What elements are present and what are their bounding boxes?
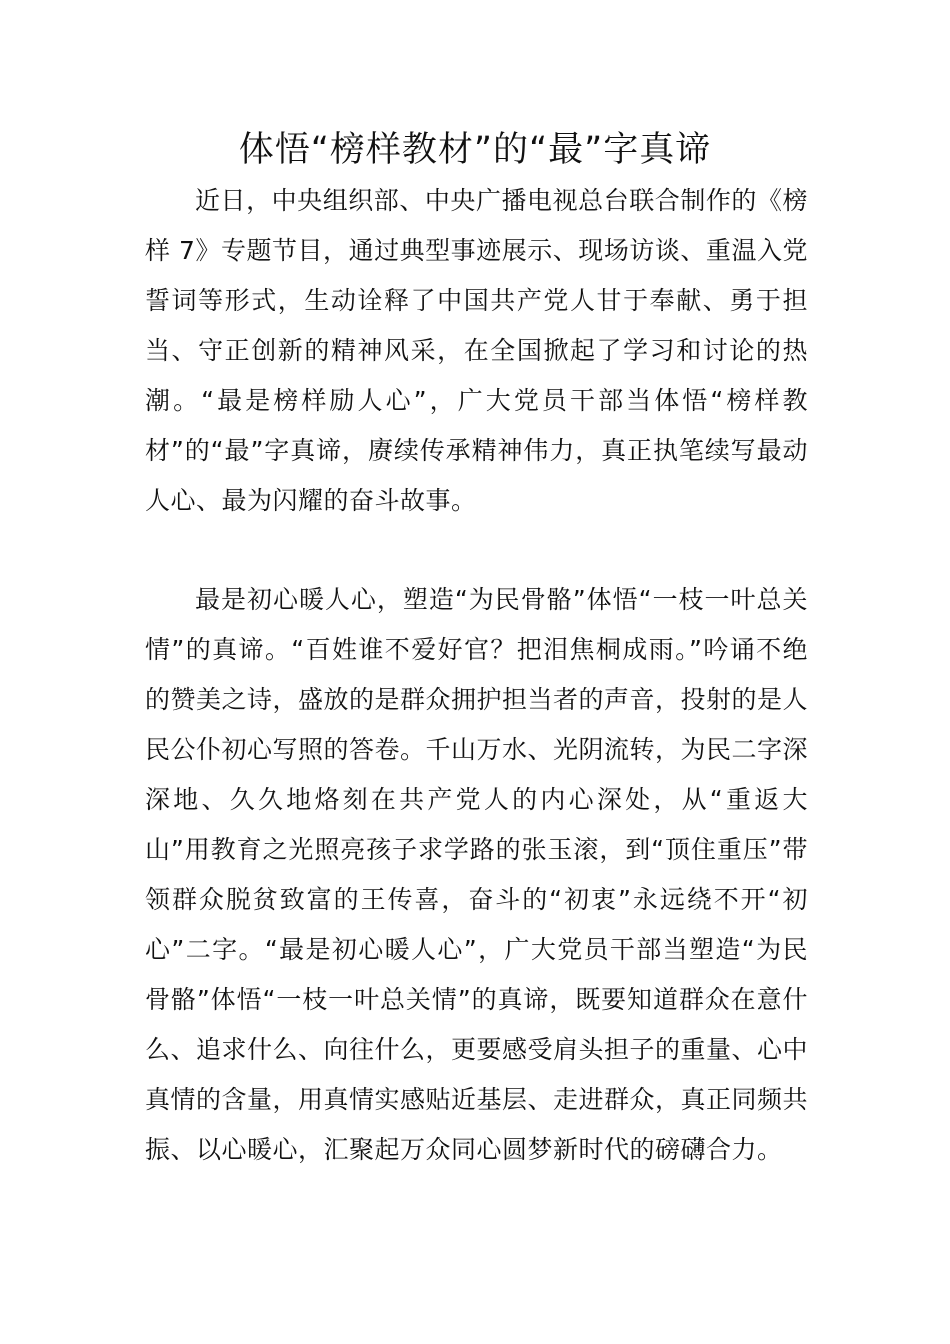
paragraph-intro: 近日，中央组织部、中央广播电视总台联合制作的《榜样 7》专题节目，通过典型事迹展示、现场访谈、重温入党誓词等形式，生动诠释了中国共产党人甘于奉献、勇于担当、守正创新的精神风采，在全国掀起了学习和讨论的热潮。“最是榜样励人心”，广大党员干部当体悟“榜样教材”的“最”字真谛，赓续传承精神伟力，真正执笔续写最动人心、最为闪耀的奋斗故事。	[145, 186, 808, 515]
document-title: 体悟“榜样教材”的“最”字真谛	[238, 130, 712, 170]
paragraph-initial-heart: 最是初心暖人心，塑造“为民骨骼”体悟“一枝一叶总关情”的真谛。“百姓谁不爱好官？把泪焦桐成雨。”吟诵不绝的赞美之诗，盛放的是群众拥护担当者的声音，投射的是人民公仆初心写照的答卷。千山万水、光阴流转，为民二字深深地、久久地烙刻在共产党人的内心深处，从“重返大山”用教育之光照亮孩子求学路的张玉滚，到“顶住重压”带领群众脱贫致富的王传喜，奋斗的“初衷”永远绕不开“初心”二字。“最是初心暖人心”，广大党员干部当塑造“为民骨骼”体悟“一枝一叶总关情”的真谛，既要知道群众在意什么、追求什么、向往什么，更要感受肩头担子的重量、心中真情的含量，用真情实感贴近基层、走进群众，真正同频共振、以心暖心，汇聚起万众同心圆梦新时代的磅礴合力。	[145, 585, 809, 1164]
